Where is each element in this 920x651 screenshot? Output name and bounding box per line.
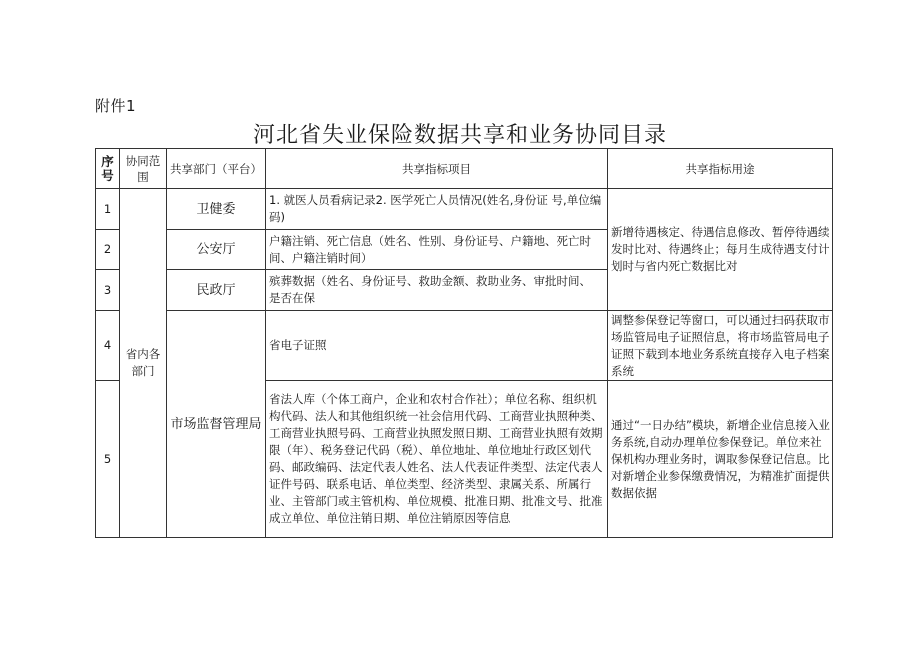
row-number: 1 (96, 189, 120, 230)
dept-cell: 民政厅 (167, 270, 266, 311)
annex-label: 附件1 (95, 97, 137, 115)
row-number: 2 (96, 230, 120, 270)
table-header-row (96, 149, 833, 189)
header-scope: 协同范围 (120, 149, 167, 189)
row-number: 5 (96, 381, 120, 538)
header-dept: 共享部门（平台） (167, 149, 266, 189)
table-row (96, 311, 833, 381)
dept-cell: 卫健委 (167, 189, 266, 230)
header-items: 共享指标项目 (266, 149, 608, 189)
scope-cell: 省内各部门 (120, 189, 167, 538)
items-cell: 殡葬数据（姓名、身份证号、救助金额、救助业务、审批时间、 是否在保 (266, 270, 608, 311)
header-seq: 序号 (96, 149, 120, 189)
items-cell: 省法人库（个体工商户，企业和农村合作社）；单位名称、组织机构代码、法人和其他组织统一社会信用代码、工商营业执照种类、工商营业执照号码、工商营业执照发照日期、工商营业执照有效期限（年）、税务登记代码（税）、单位地址、单位地址行政区划代码、邮政编码、法定代表人姓名、法人代表证件类型、法定代表人证件号码、联系电话、单位类型、经济类型、隶属关系、所属行业、主管部门或主管机构、单位规模、批准日期、批准文号、批准成立单位、单位注销日期、单位注销原因等信息 (266, 381, 608, 538)
items-cell: 1. 就医人员看病记录2. 医学死亡人员情况(姓名,身份证 号,单位编码) (266, 189, 608, 230)
row-number: 3 (96, 270, 120, 311)
document-title: 河北省失业保险数据共享和业务协同目录 (252, 123, 667, 148)
usage-cell: 调整参保登记等窗口，可以通过扫码获取市场监管局电子证照信息，将市场监管局电子证照下载到本地业务系统直接存入电子档案系统 (608, 311, 833, 381)
usage-cell: 通过“一日办结”模块，新增企业信息接入业务系统,自动办理单位参保登记。单位来社保机构办理业务时，调取参保登记信息。比对新增企业参保缴费情况，为精准扩面提供数据依据 (608, 381, 833, 538)
table-row (96, 189, 833, 230)
items-cell: 省电子证照 (266, 311, 608, 381)
data-sharing-table (95, 148, 833, 538)
dept-cell: 公安厅 (167, 230, 266, 270)
usage-cell: 新增待遇核定、待遇信息修改、暂停待遇续发时比对、待遇终止；每月生成待遇支付计划时与省内死亡数据比对 (608, 189, 833, 311)
items-cell: 户籍注销、死亡信息（姓名、性别、身份证号、户籍地、死亡时间、户籍注销时间） (266, 230, 608, 270)
header-usage: 共享指标用途 (608, 149, 833, 189)
dept-cell: 市场监督管理局 (167, 311, 266, 538)
row-number: 4 (96, 311, 120, 381)
